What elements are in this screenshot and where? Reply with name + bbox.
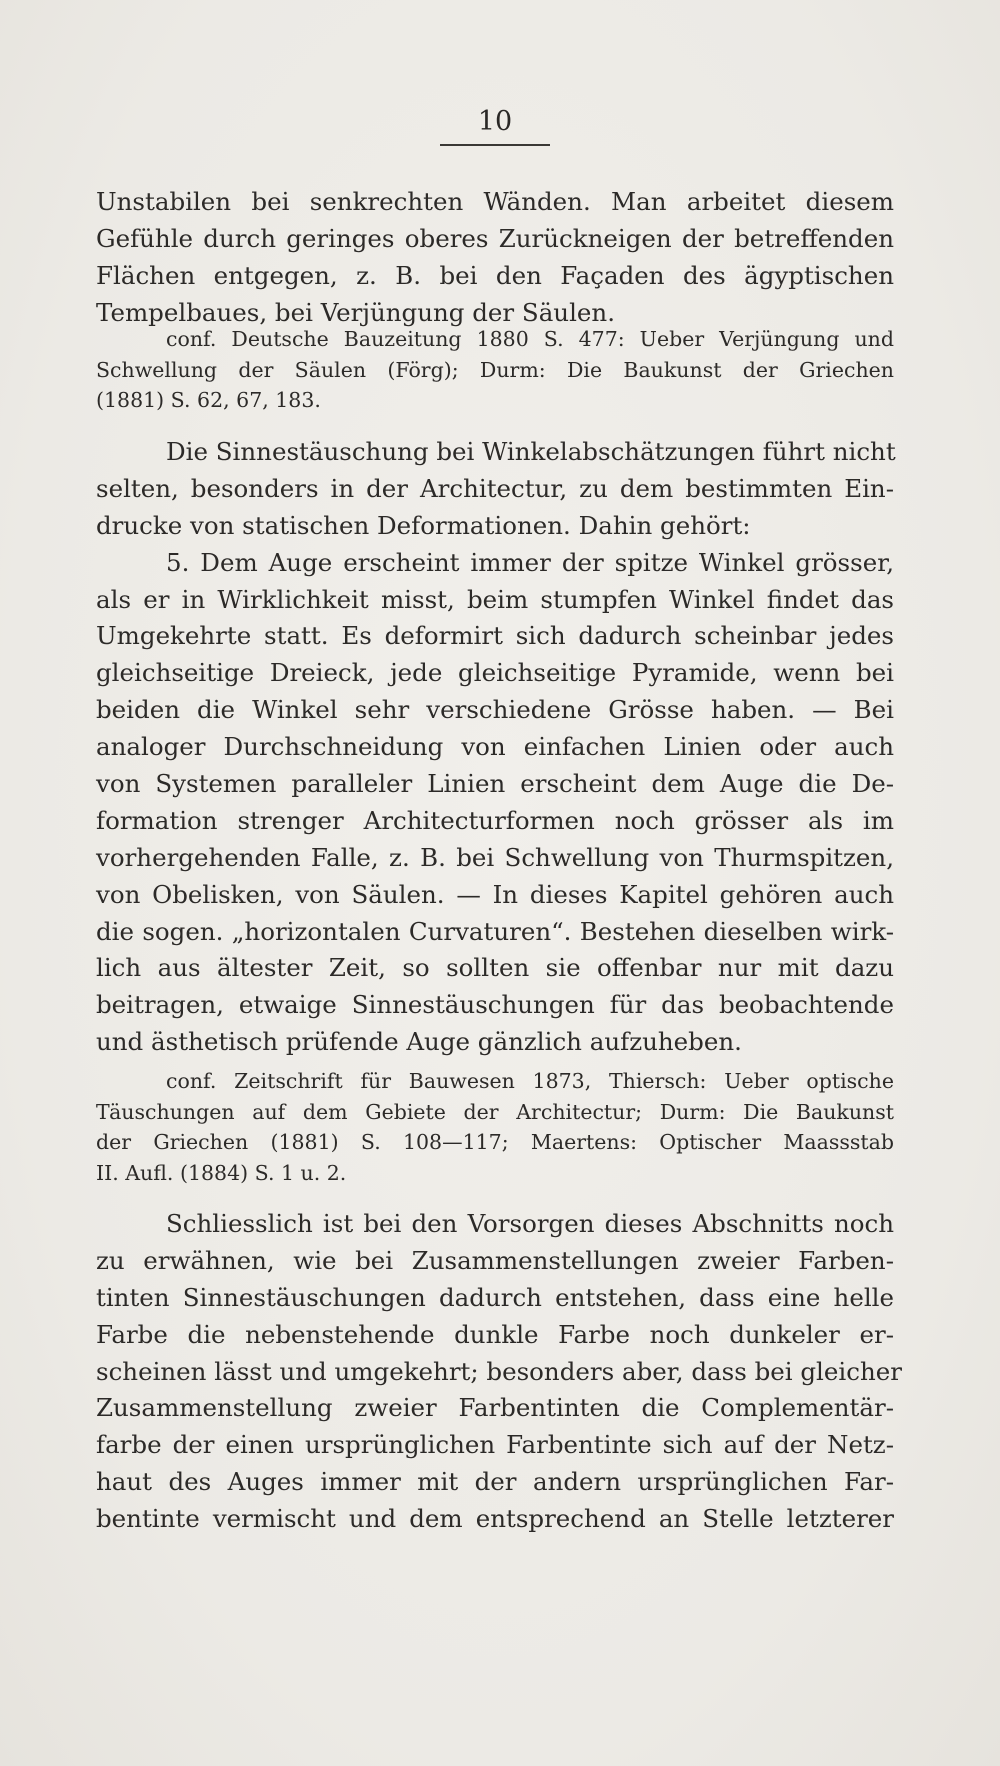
text-line: gleichseitige Dreieck, jede gleichseitige Pyramide, wenn bei <box>96 658 894 688</box>
text-line: Tempelbaues, bei Verjüngung der Säulen. <box>96 297 615 327</box>
note-line: conf. Deutsche Bauzeitung 1880 S. 477: Ueber Verjüngung und <box>166 327 894 351</box>
text-line: Flächen entgegen, z. B. bei den Façaden des ägyptischen <box>96 260 894 290</box>
text-line: farbe der einen ursprünglichen Farbentinte sich auf der Netz- <box>96 1430 894 1460</box>
text-line: tinten Sinnestäuschungen dadurch entstehen, dass eine helle <box>96 1282 894 1312</box>
text-line: Schliesslich ist bei den Vorsorgen dieses Abschnitts noch <box>166 1209 894 1238</box>
text-line: beitragen, etwaige Sinnestäuschungen für das beobachtende <box>96 990 894 1020</box>
text-line: von Obelisken, von Säulen. — In dieses Kapitel gehören auch <box>96 879 894 909</box>
text-line: vorhergehenden Falle, z. B. bei Schwellung von Thurmspitzen, <box>96 842 894 872</box>
text-line: zu erwähnen, wie bei Zusammenstellungen zweier Farben- <box>96 1245 894 1275</box>
note-line: Täuschungen auf dem Gebiete der Architectur; Durm: Die Baukunst <box>96 1099 894 1124</box>
note-line: der Griechen (1881) S. 108—117; Maertens: Optischer Maassstab <box>96 1130 894 1154</box>
paragraph-farben <box>96 1206 902 1538</box>
text-line: drucke von statischen Deformationen. Dahin gehört: <box>96 510 751 540</box>
text-line: Unstabilen bei senkrechten Wänden. Man arbeitet diesem <box>96 187 894 216</box>
text-line: selten, besonders in der Architectur, zu dem bestimmten Ein- <box>96 473 894 503</box>
text-line: und ästhetisch prüfende Auge gänzlich aufzuheben. <box>96 1027 742 1057</box>
text-line: Die Sinnestäuschung bei Winkelabschätzungen führt nicht <box>166 437 896 466</box>
note-line: II. Aufl. (1884) S. 1 u. 2. <box>96 1160 347 1185</box>
note-line: Schwellung der Säulen (Förg); Durm: Die Baukunst der Griechen <box>96 357 894 382</box>
text-line: beiden die Winkel sehr verschiedene Grösse haben. — Bei <box>96 695 894 725</box>
reference-note-1 <box>96 324 894 416</box>
text-line: formation strenger Architecturformen noch grösser als im <box>96 805 894 835</box>
paragraph-continuation <box>96 184 894 332</box>
text-line: Farbe die nebenstehende dunkle Farbe noch dunkeler er- <box>96 1319 894 1349</box>
text-line: scheinen lässt und umgekehrt; besonders aber, dass bei gleicher <box>96 1356 902 1386</box>
text-line: die sogen. „horizontalen Curvaturen“. Bestehen dieselben wirk- <box>96 916 894 946</box>
note-line: (1881) S. 62, 67, 183. <box>96 388 321 412</box>
text-line: lich aus ältester Zeit, so sollten sie offenbar nur mit dazu <box>96 953 894 983</box>
text-line: haut des Auges immer mit der andern ursprünglichen Far- <box>96 1467 894 1497</box>
page-number-rule <box>440 144 550 146</box>
text-line: Umgekehrte statt. Es deformirt sich dadurch scheinbar jedes <box>96 621 894 651</box>
text-line: Gefühle durch geringes oberes Zurückneigen der betreffenden <box>96 223 894 253</box>
text-line: von Systemen paralleler Linien erscheint dem Auge die De- <box>96 769 894 799</box>
text-line: analoger Durchschneidung von einfachen Linien oder auch <box>96 732 894 762</box>
page-number: 10 <box>477 106 513 137</box>
paragraph-winkel <box>96 434 894 1061</box>
reference-note-2 <box>96 1066 894 1188</box>
note-line: conf. Zeitschrift für Bauwesen 1873, Thiersch: Ueber optische <box>166 1069 894 1093</box>
text-line: Zusammenstellung zweier Farbentinten die Complementär- <box>96 1393 894 1423</box>
text-line: 5. Dem Auge erscheint immer der spitze Winkel grösser, <box>166 547 894 577</box>
text-line: als er in Wirklichkeit misst, beim stumpfen Winkel findet das <box>96 584 894 614</box>
text-line: bentinte vermischt und dem entsprechend an Stelle letzterer <box>96 1504 894 1534</box>
